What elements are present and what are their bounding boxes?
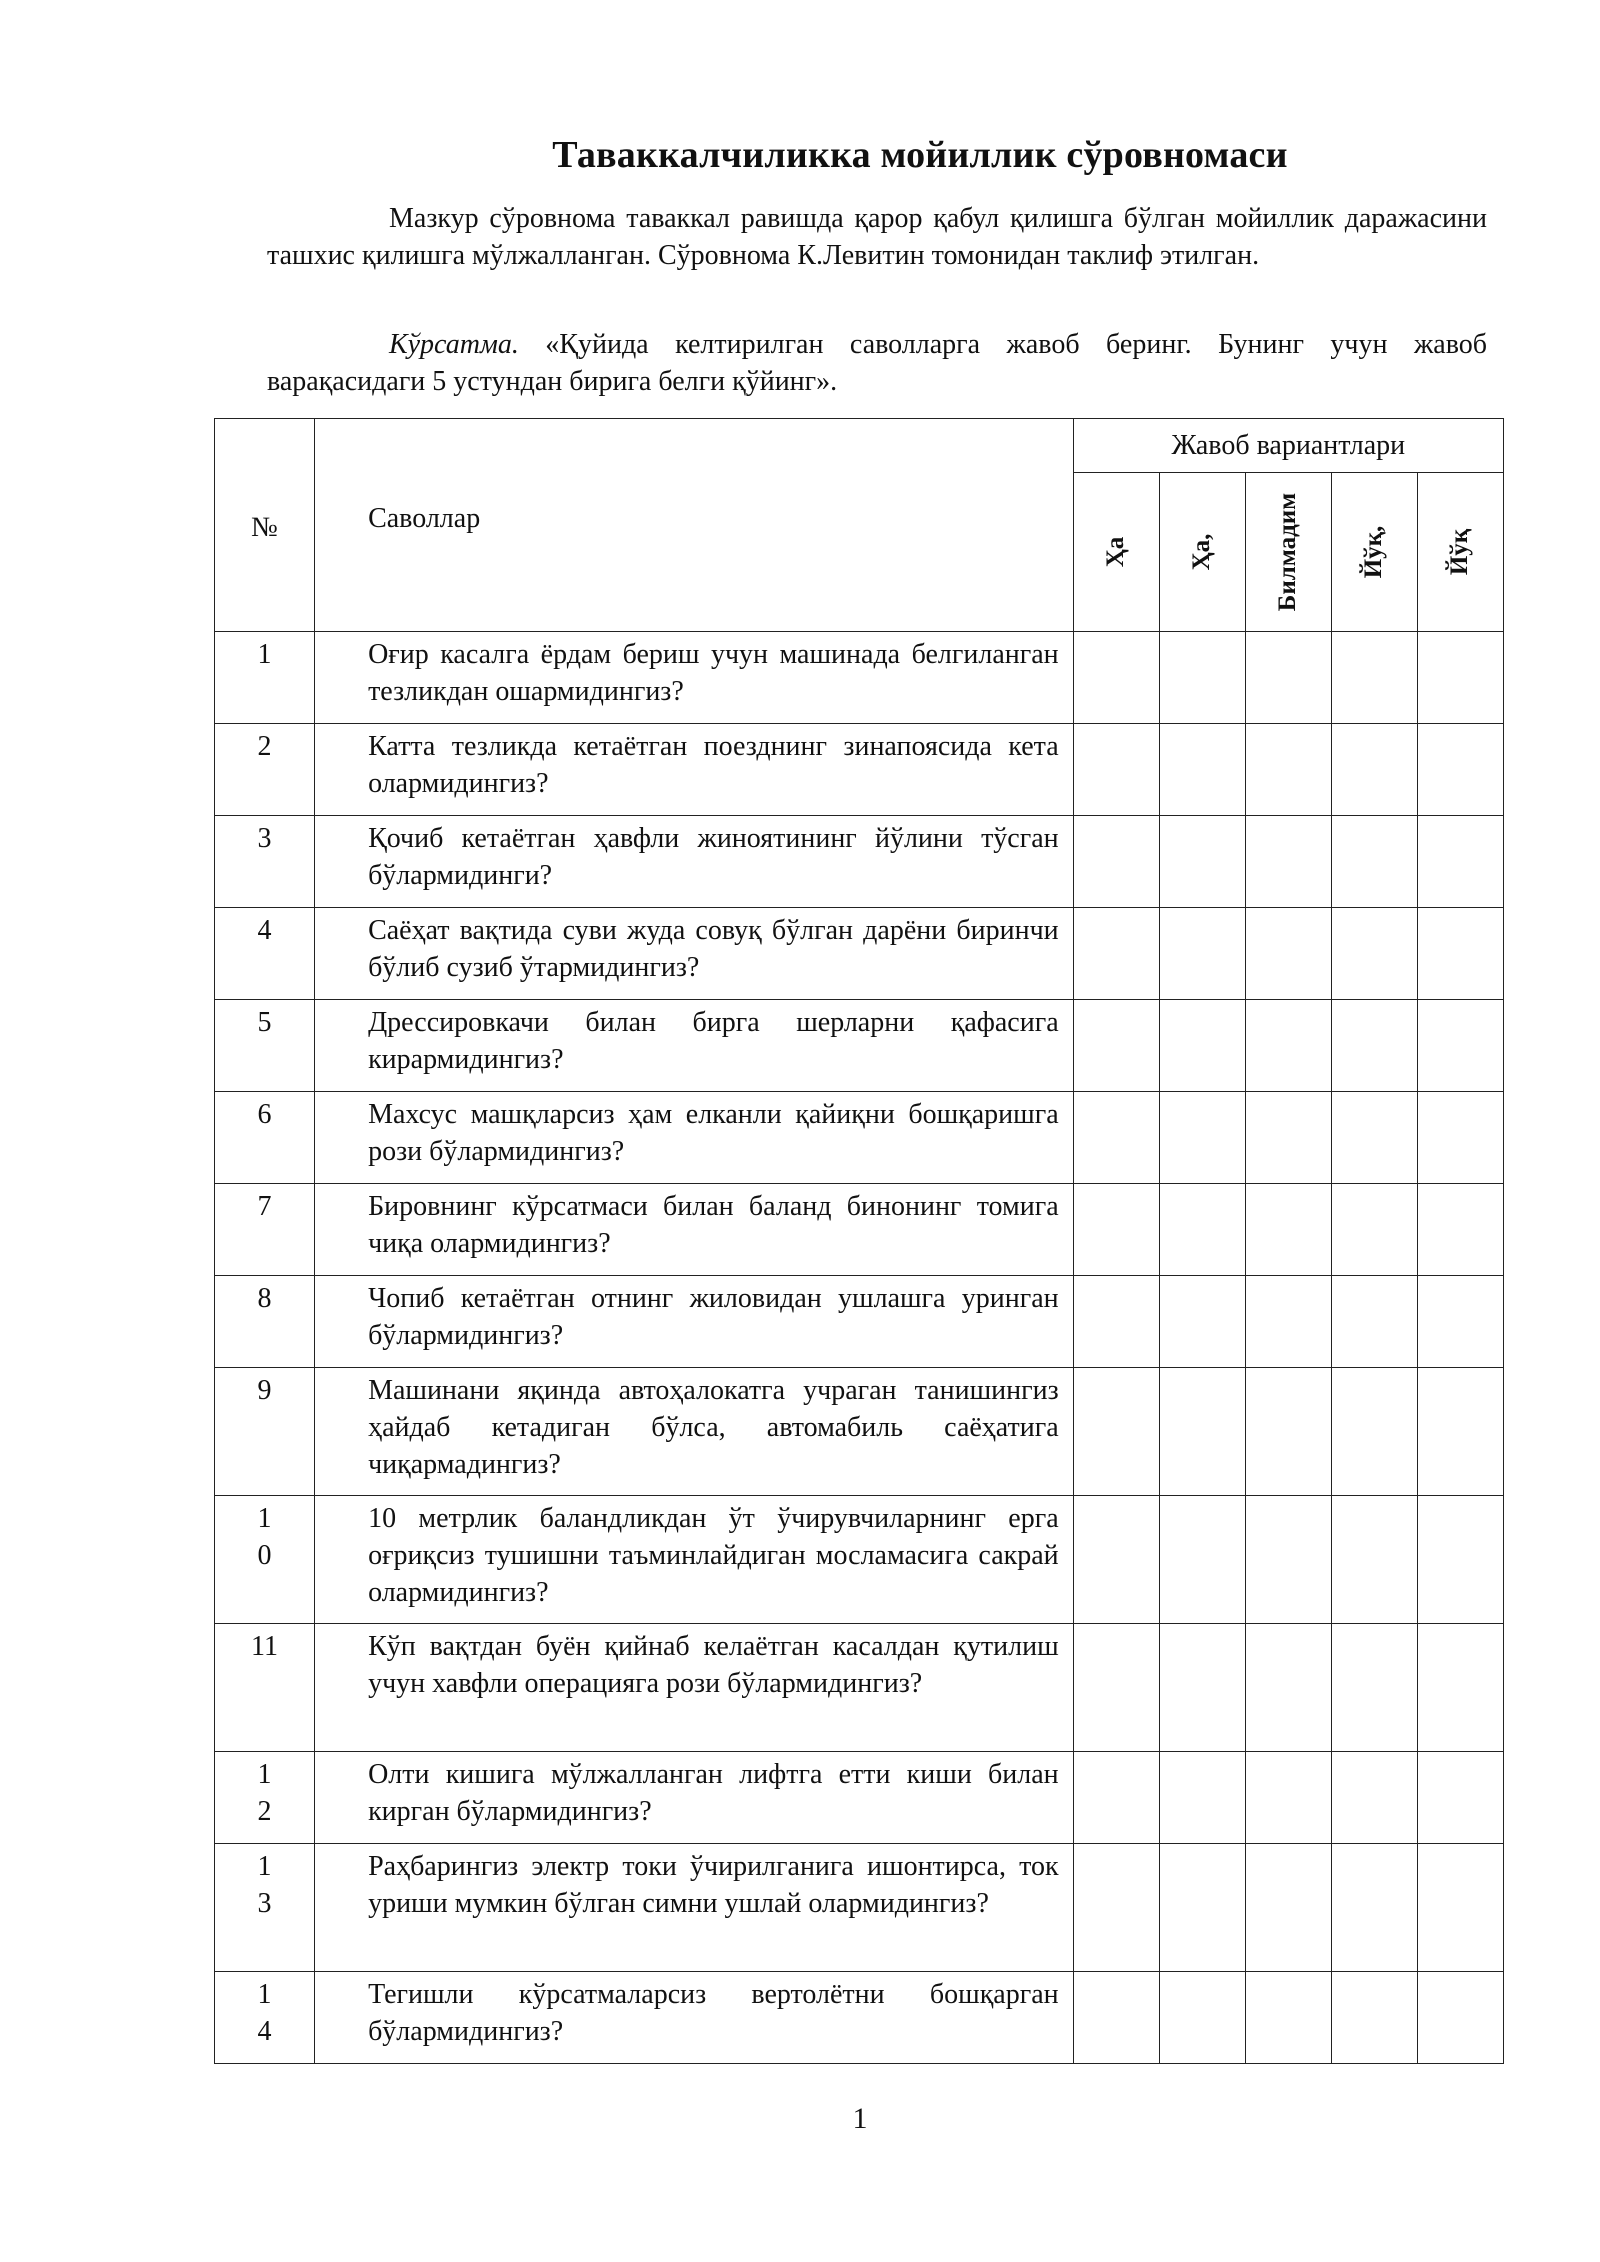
answer-cell[interactable] [1417,1844,1503,1972]
question-number: 4 [215,908,315,1000]
answer-cell[interactable] [1245,1752,1331,1844]
table-row [215,724,1504,816]
table-row [215,1000,1504,1092]
answer-option-header: Йўқ [1417,473,1503,632]
survey-table [214,418,1504,2064]
question-text: Кўп вақтдан буён қийнаб келаётган касалдан қутилиш учун хавфли операцияга рози бўлармидингиз? [315,1624,1074,1752]
answer-cell[interactable] [1417,1624,1503,1752]
answer-cell[interactable] [1417,1368,1503,1496]
question-number: 3 [215,816,315,908]
question-text: Раҳбарингиз электр токи ўчирилганига ишонтирса, ток уриши мумкин бўлган симни ушлай олармидингиз? [315,1844,1074,1972]
question-number: 10 [215,1496,315,1624]
answer-cell[interactable] [1159,1624,1245,1752]
answer-option-header: Йўқ, [1331,473,1417,632]
answer-cell[interactable] [1331,908,1417,1000]
intro-paragraph: Мазкур сўровнома таваккал равишда қарор қабул қилишга бўлган мойиллик даражасини ташхис қилишга мўлжалланган. Сўровнома К.Левитин томонидан таклиф этилган. [267,203,1487,271]
answer-cell[interactable] [1159,724,1245,816]
table-row [215,1276,1504,1368]
answer-cell[interactable] [1417,1092,1503,1184]
question-number: 8 [215,1276,315,1368]
answer-cell[interactable] [1331,1844,1417,1972]
question-text: Машинани яқинда автоҳалокатга учраган танишингиз ҳайдаб кетадиган бўлса, автомабиль саёҳатига чиқармадингиз? [315,1368,1074,1496]
page-title: Таваккалчиликка мойиллик сўровномаси [552,134,1288,176]
answer-cell[interactable] [1245,1844,1331,1972]
answer-cell[interactable] [1417,1184,1503,1276]
answer-cell[interactable] [1417,908,1503,1000]
answer-cell[interactable] [1417,632,1503,724]
question-number: 14 [215,1972,315,2064]
answer-cell[interactable] [1245,1276,1331,1368]
answer-cell[interactable] [1245,1092,1331,1184]
answer-cell[interactable] [1331,1972,1417,2064]
answer-cell[interactable] [1073,1368,1159,1496]
answer-cell[interactable] [1073,1624,1159,1752]
answer-cell[interactable] [1245,1972,1331,2064]
table-row [215,908,1504,1000]
survey-table-body [215,632,1504,2064]
answer-cell[interactable] [1073,1496,1159,1624]
answer-cell[interactable] [1417,1276,1503,1368]
answer-cell[interactable] [1159,1276,1245,1368]
answer-cell[interactable] [1073,1276,1159,1368]
answer-cell[interactable] [1417,816,1503,908]
answer-cell[interactable] [1073,816,1159,908]
answer-option-header: Ҳа, [1159,473,1245,632]
table-row [215,816,1504,908]
answer-cell[interactable] [1245,1184,1331,1276]
answer-cell[interactable] [1331,1276,1417,1368]
answer-cell[interactable] [1159,1972,1245,2064]
answer-cell[interactable] [1073,1752,1159,1844]
question-number: 7 [215,1184,315,1276]
table-row [215,1624,1504,1752]
question-number: 12 [215,1752,315,1844]
answer-option-header: Ҳа [1073,473,1159,632]
answer-cell[interactable] [1331,1184,1417,1276]
question-text: Тегишли кўрсатмаларсиз вертолётни бошқарган бўлармидингиз? [315,1972,1074,2064]
question-number: 11 [215,1624,315,1752]
answer-cell[interactable] [1245,632,1331,724]
answer-cell[interactable] [1245,1000,1331,1092]
question-number: 6 [215,1092,315,1184]
answer-cell[interactable] [1417,1000,1503,1092]
answer-cell[interactable] [1331,724,1417,816]
answer-cell[interactable] [1331,816,1417,908]
table-row [215,1092,1504,1184]
answer-cell[interactable] [1159,1092,1245,1184]
question-number: 1 [215,632,315,724]
answer-cell[interactable] [1245,1624,1331,1752]
answer-cell[interactable] [1245,816,1331,908]
question-text: Саёҳат вақтида суви жуда совуқ бўлган дарёни биринчи бўлиб сузиб ўтармидингиз? [315,908,1074,1000]
question-text: Катта тезликда кетаётган поезднинг зинапоясида кета олармидингиз? [315,724,1074,816]
answer-cell[interactable] [1159,816,1245,908]
question-number: 5 [215,1000,315,1092]
question-text: Дрессировкачи билан бирга шерларни қафасига кирармидингиз? [315,1000,1074,1092]
answer-cell[interactable] [1073,1184,1159,1276]
table-row [215,632,1504,724]
answer-cell[interactable] [1417,1972,1503,2064]
question-text: Бировнинг кўрсатмаси билан баланд бинонинг томига чиқа олармидингиз? [315,1184,1074,1276]
table-row [215,1496,1504,1624]
question-number: 2 [215,724,315,816]
question-text: Олти кишига мўлжалланган лифтга етти киши билан кирган бўлармидингиз? [315,1752,1074,1844]
answer-cell[interactable] [1159,1496,1245,1624]
answer-cell[interactable] [1073,1844,1159,1972]
table-row [215,1844,1504,1972]
answer-cell[interactable] [1331,1092,1417,1184]
table-row [215,1752,1504,1844]
answer-cell[interactable] [1073,1972,1159,2064]
answer-cell[interactable] [1331,632,1417,724]
table-row [215,1184,1504,1276]
answer-cell[interactable] [1159,1184,1245,1276]
answer-cell[interactable] [1159,908,1245,1000]
answer-cell[interactable] [1245,908,1331,1000]
table-row [215,1368,1504,1496]
answer-cell[interactable] [1331,1752,1417,1844]
question-text: Қочиб кетаётган ҳавфли жиноятининг йўлини тўсган бўлармидинги? [315,816,1074,908]
answer-cell[interactable] [1245,1496,1331,1624]
answer-cell[interactable] [1073,1000,1159,1092]
instruction-paragraph [267,326,1487,400]
answer-cell[interactable] [1417,724,1503,816]
page-number: 1 [852,2102,868,2135]
answer-cell[interactable] [1417,1496,1503,1624]
answer-cell[interactable] [1159,1368,1245,1496]
answer-cell[interactable] [1331,1000,1417,1092]
question-number: 13 [215,1844,315,1972]
answer-cell[interactable] [1159,1844,1245,1972]
table-row [215,1972,1504,2064]
answer-cell[interactable] [1159,1752,1245,1844]
instruction-text: «Қуйида келтирилган саволларга жавоб беринг. Бунинг учун жавоб варақасидаги 5 устундан бирига белги қўйинг». [267,329,1487,397]
answer-cell[interactable] [1331,1368,1417,1496]
answer-cell[interactable] [1417,1752,1503,1844]
question-number: 9 [215,1368,315,1496]
answer-cell[interactable] [1073,632,1159,724]
questions-column-header: Саволлар [315,419,1074,632]
answer-option-header: Билмадим [1245,473,1331,632]
answer-cell[interactable] [1159,1000,1245,1092]
question-text: 10 метрлик баландликдан ўт ўчирувчиларнинг ерга оғриқсиз тушишни таъминлайдиган мосламасига сакрай олармидингиз? [315,1496,1074,1624]
question-text: Оғир касалга ёрдам бериш учун машинада белгиланган тезликдан ошармидингиз? [315,632,1074,724]
answer-cell[interactable] [1159,632,1245,724]
number-column-header: № [215,419,315,632]
answer-cell[interactable] [1073,908,1159,1000]
answer-cell[interactable] [1331,1496,1417,1624]
answer-options-header: Жавоб вариантлари [1073,419,1503,473]
instruction-label: Кўрсатма. [389,329,519,360]
answer-cell[interactable] [1073,724,1159,816]
question-text: Чопиб кетаётган отнинг жиловидан ушлашга уринган бўлармидингиз? [315,1276,1074,1368]
question-text: Махсус машқларсиз ҳам елканли қайиқни бошқаришга рози бўлармидингиз? [315,1092,1074,1184]
answer-cell[interactable] [1245,724,1331,816]
answer-cell[interactable] [1331,1624,1417,1752]
answer-cell[interactable] [1073,1092,1159,1184]
answer-cell[interactable] [1245,1368,1331,1496]
